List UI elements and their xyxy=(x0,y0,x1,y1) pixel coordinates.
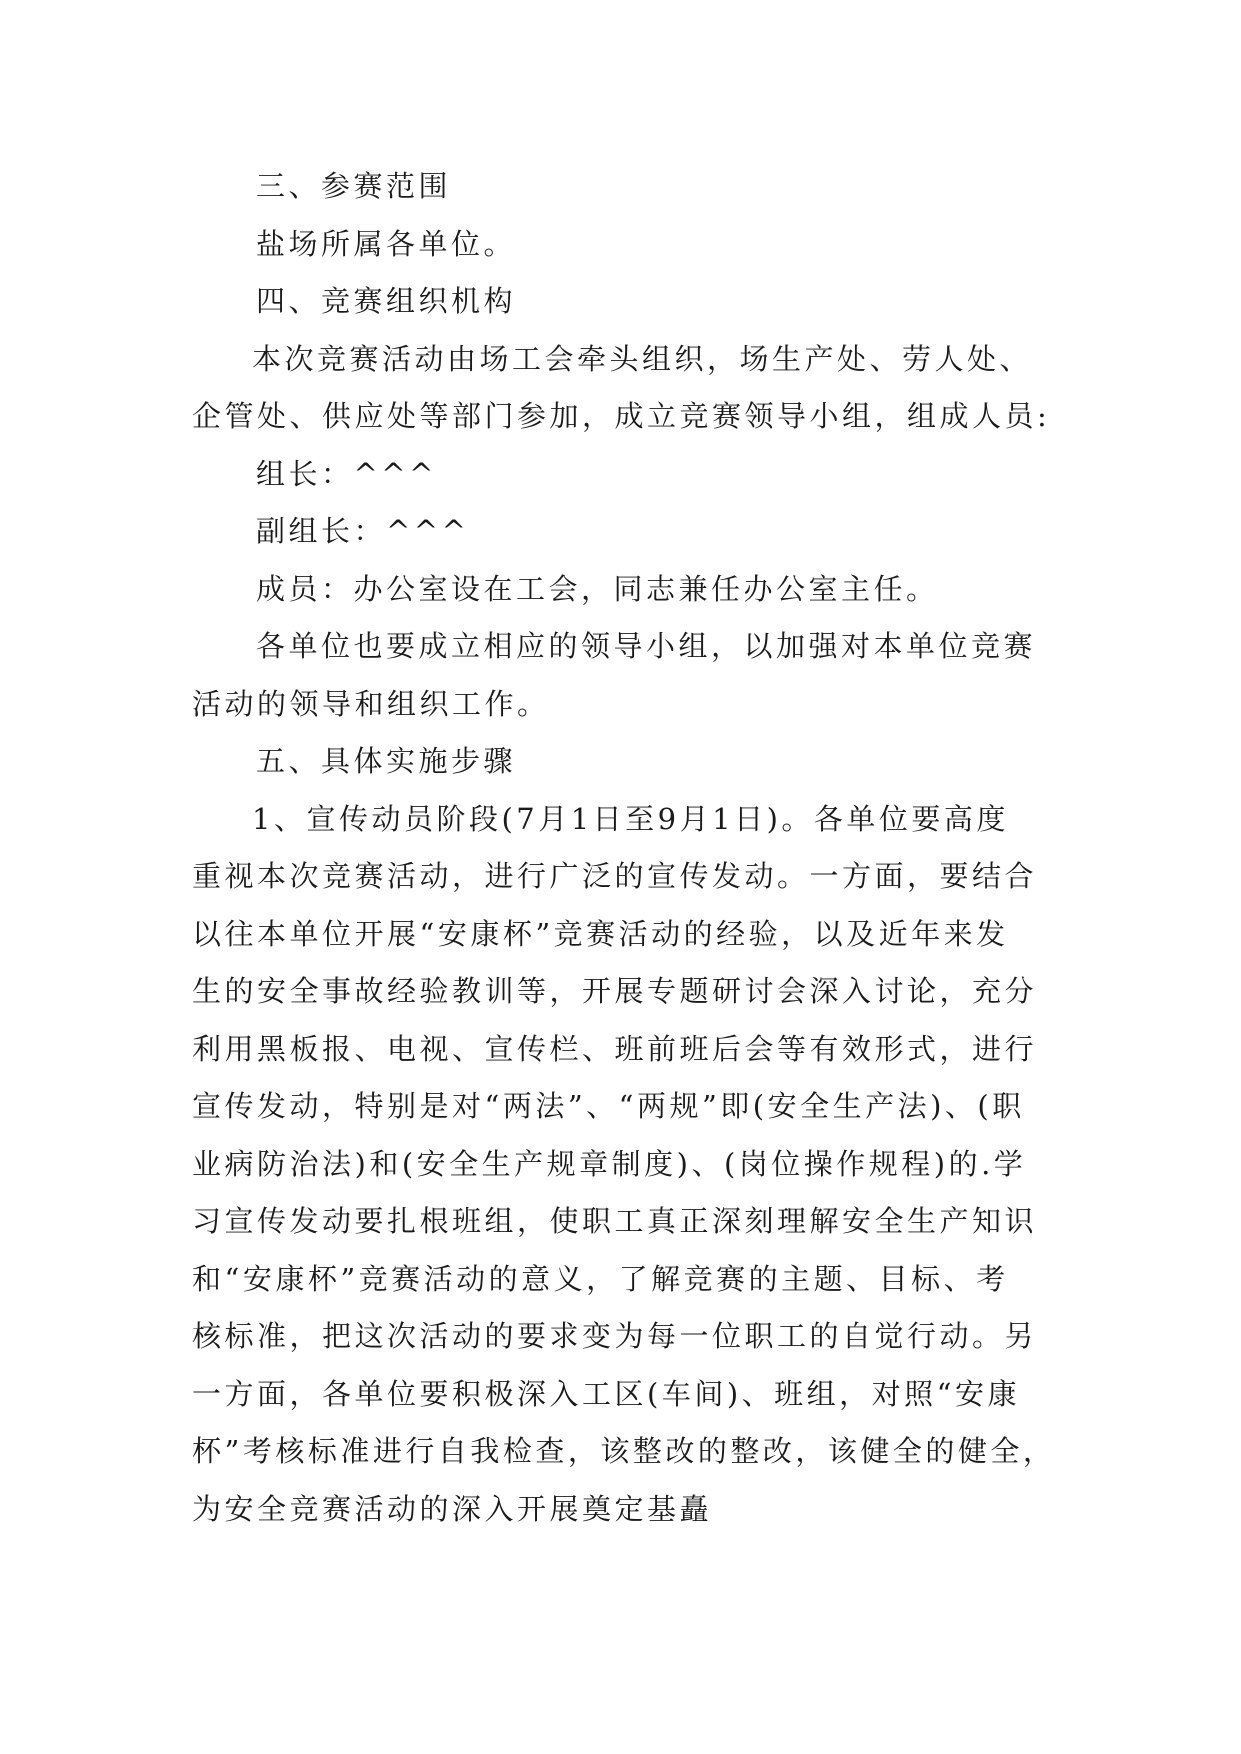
paragraph-line: 利用黑板报、电视、宣传栏、班前班后会等有效形式，进行 xyxy=(192,1031,1038,1066)
section-heading-steps: 五、具体实施步骤 xyxy=(256,744,517,778)
paragraph-line: 以往本单位开展“安康杯”竞赛活动的经验，以及近年来发 xyxy=(192,916,1009,951)
paragraph-line: 各单位也要成立相应的领导小组，以加强对本单位竞赛 xyxy=(256,629,1037,663)
paragraph-line: 和“安康杯”竞赛活动的意义，了解竞赛的主题、目标、考 xyxy=(192,1261,1009,1296)
paragraph-line: 企管处、供应处等部门参加，成立竞赛领导小组，组成人员: xyxy=(192,399,1051,433)
paragraph-line: 宣传发动，特别是对“两法”、“两规”即(安全生产法)、(职 xyxy=(192,1089,1025,1123)
section-heading-scope: 三、参赛范围 xyxy=(256,169,452,203)
leader-line: 组长：^^^ xyxy=(256,456,437,491)
paragraph-line: 生的安全事故经验教训等，开展专题研讨会深入讨论，充分 xyxy=(192,974,1038,1008)
section-heading-organization: 四、竞赛组织机构 xyxy=(256,284,517,318)
paragraph-line: 1、宣传动员阶段(7月1日至9月1日)。各单位要高度 xyxy=(252,801,1009,836)
paragraph-line: 习宣传发动要扎根班组，使职工真正深刻理解安全生产知识 xyxy=(192,1204,1038,1238)
paragraph-line: 重视本次竞赛活动，进行广泛的宣传发动。一方面，要结合 xyxy=(192,859,1038,893)
deputy-leader-line: 副组长：^^^ xyxy=(256,514,470,548)
paragraph-line: 杯”考核标准进行自我检查，该整改的整改，该健全的健全， xyxy=(192,1434,1056,1468)
paragraph-line: 为安全竞赛活动的深入开展奠定基矗 xyxy=(192,1491,713,1526)
paragraph-line: 核标准，把这次活动的要求变为每一位职工的自觉行动。另 xyxy=(192,1319,1038,1353)
paragraph-line: 本次竞赛活动由场工会牵头组织，场生产处、劳人处、 xyxy=(252,341,1033,376)
paragraph-line: 活动的领导和组织工作。 xyxy=(192,686,550,721)
paragraph-line: 一方面，各单位要积极深入工区(车间)、班组，对照“安康 xyxy=(192,1376,1020,1411)
paragraph-line: 盐场所属各单位。 xyxy=(256,226,517,261)
paragraph-line: 业病防治法)和(安全生产规章制度)、(岗位操作规程)的.学 xyxy=(192,1146,1027,1181)
members-line: 成员：办公室设在工会，同志兼任办公室主任。 xyxy=(256,571,939,606)
document-body xyxy=(192,158,1056,1538)
